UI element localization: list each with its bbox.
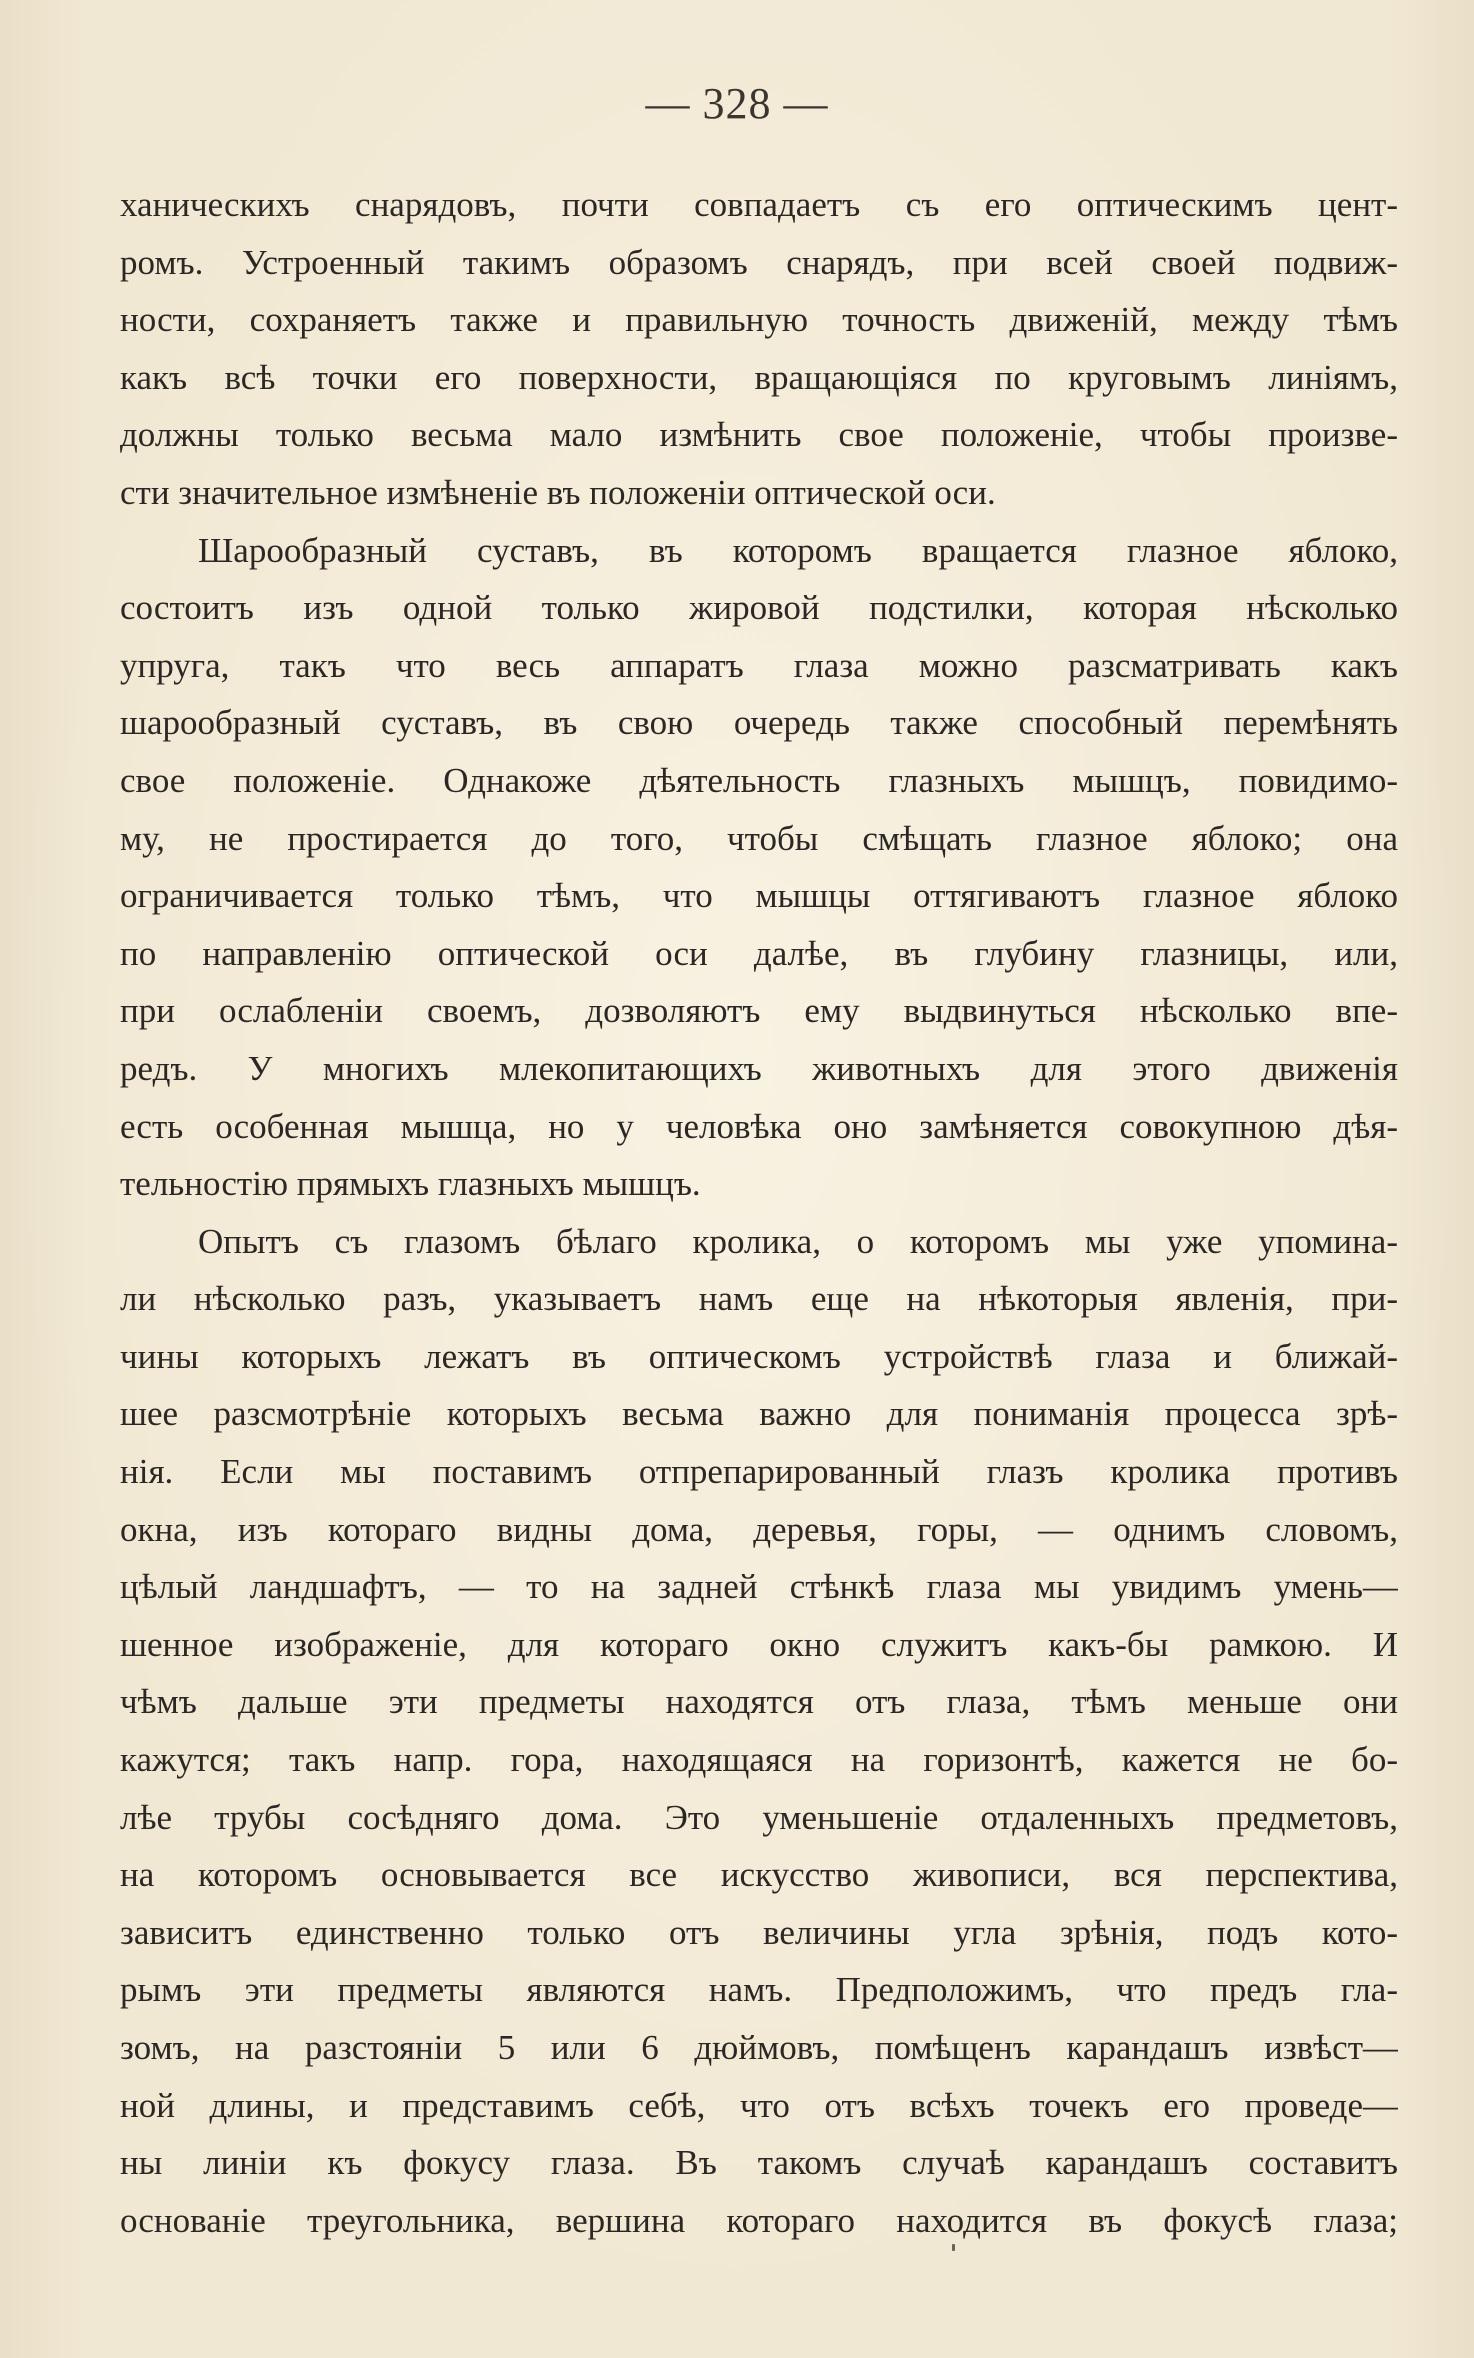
text-line: му, не простирается до того, чтобы смѣщать глазное яблоко; она bbox=[120, 818, 1398, 858]
text-line: по направленію оптической оси далѣе, въ глубину глазницы, или, bbox=[120, 933, 1398, 973]
text-line: при ослабленіи своемъ, дозволяютъ ему выдвинуться нѣсколько впе- bbox=[120, 991, 1398, 1031]
text-line: редъ. У многихъ млекопитающихъ животныхъ для этого движенія bbox=[120, 1048, 1398, 1088]
text-line: свое положеніе. Однакоже дѣятельность глазныхъ мышцъ, повидимо- bbox=[120, 760, 1398, 800]
text-line: ромъ. Устроенный такимъ образомъ снарядъ, при всей своей подвиж- bbox=[120, 242, 1398, 282]
text-line: основаніе треугольника, вершина котораго находится въ фокусѣ глаза; bbox=[120, 2200, 1398, 2240]
text-line: шарообразный суставъ, въ свою очередь также способный перемѣнять bbox=[120, 703, 1398, 743]
text-line: цѣлый ландшафтъ, — то на задней стѣнкѣ глаза мы увидимъ умень— bbox=[120, 1567, 1398, 1607]
body-text bbox=[120, 176, 1398, 2249]
text-line: Опытъ съ глазомъ бѣлаго кролика, о которомъ мы уже упомина- bbox=[198, 1221, 1398, 1261]
text-line: Шарообразный суставъ, въ которомъ вращается глазное яблоко, bbox=[198, 530, 1398, 570]
text-line: ны линіи къ фокусу глаза. Въ такомъ случаѣ карандашъ составитъ bbox=[120, 2143, 1398, 2183]
text-line: зависитъ единственно только отъ величины угла зрѣнія, подъ кото- bbox=[120, 1912, 1398, 1952]
text-line: шенное изображеніе, для котораго окно служитъ какъ-бы рамкою. И bbox=[120, 1624, 1398, 1664]
text-line: чѣмъ дальше эти предметы находятся отъ глаза, тѣмъ меньше они bbox=[120, 1682, 1398, 1722]
text-line: сти значительное измѣненіе въ положеніи оптической оси. bbox=[120, 472, 996, 512]
text-line: ной длины, и представимъ себѣ, что отъ всѣхъ точекъ его проведе— bbox=[120, 2085, 1398, 2125]
page-number: — 328 — bbox=[645, 79, 829, 128]
text-line: ности, сохраняетъ также и правильную точность движеній, между тѣмъ bbox=[120, 300, 1398, 340]
text-line: рымъ эти предметы являются намъ. Предположимъ, что предъ гла- bbox=[120, 1970, 1398, 2010]
text-line: ханическихъ снарядовъ, почти совпадаетъ съ его оптическимъ цент- bbox=[120, 185, 1398, 224]
text-line: кажутся; такъ напр. гора, находящаяся на горизонтѣ, кажется не бо- bbox=[120, 1740, 1398, 1780]
text-line: должны только весьма мало измѣнить свое положеніе, чтобы произве- bbox=[120, 415, 1398, 455]
text-line: тельностію прямыхъ глазныхъ мышцъ. bbox=[120, 1164, 701, 1204]
text-line: шее разсмотрѣніе которыхъ весьма важно для пониманія процесса зрѣ- bbox=[120, 1394, 1398, 1434]
text-line: упруга, такъ что весь аппаратъ глаза можно разсматривать какъ bbox=[120, 645, 1398, 685]
text-line: состоитъ изъ одной только жировой подстилки, которая нѣсколько bbox=[120, 588, 1398, 628]
text-line: какъ всѣ точки его поверхности, вращающіяся по круговымъ линіямъ, bbox=[120, 357, 1398, 397]
text-line: чины которыхъ лежатъ въ оптическомъ устройствѣ глаза и ближай- bbox=[120, 1336, 1398, 1376]
text-line: ли нѣсколько разъ, указываетъ намъ еще на нѣкоторыя явленія, при- bbox=[120, 1279, 1398, 1319]
text-line: лѣе трубы сосѣдняго дома. Это уменьшеніе отдаленныхъ предметовъ, bbox=[120, 1797, 1398, 1837]
text-line: зомъ, на разстояніи 5 или 6 дюймовъ, помѣщенъ карандашъ извѣст— bbox=[120, 2028, 1398, 2067]
text-line: есть особенная мышца, но у человѣка оно замѣняется совокупною дѣя- bbox=[120, 1106, 1398, 1146]
text-line: окна, изъ котораго видны дома, деревья, горы, — однимъ словомъ, bbox=[120, 1509, 1398, 1549]
ink-speck bbox=[952, 2244, 955, 2251]
text-line: на которомъ основывается все искусство живописи, вся перспектива, bbox=[120, 1855, 1398, 1895]
text-line: нія. Если мы поставимъ отпрепарированный глазъ кролика противъ bbox=[120, 1452, 1398, 1492]
text-line: ограничивается только тѣмъ, что мышцы оттягиваютъ глазное яблоко bbox=[120, 876, 1398, 916]
